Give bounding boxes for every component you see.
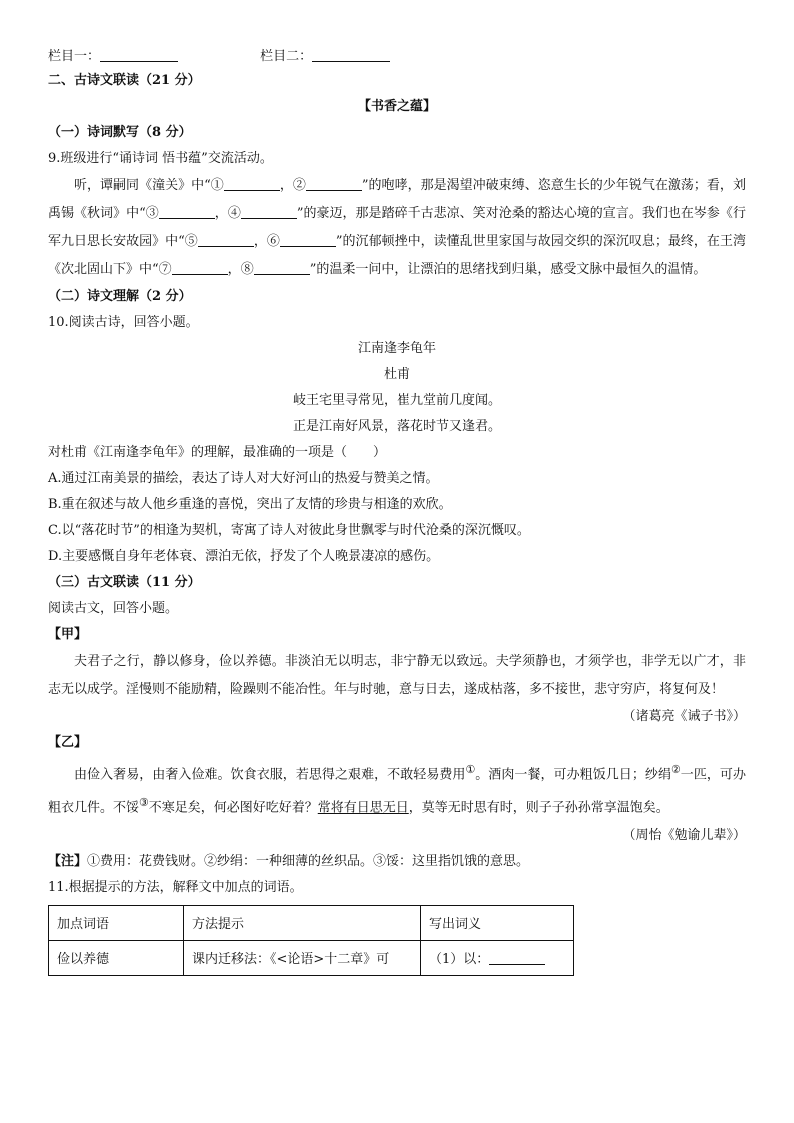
poem-line-1: 岐王宅里寻常见，崔九堂前几度闻。	[292, 393, 501, 408]
blank-4[interactable]	[241, 204, 297, 219]
table-header-cell: 加点词语	[49, 905, 184, 940]
text-yi-source: （周怡《勉谕儿辈》）	[622, 827, 746, 843]
text-jia-label: 【甲】	[48, 627, 88, 642]
text-yi-label: 【乙】	[48, 735, 88, 750]
option-d[interactable]: D.主要感慨自身年老体衰、漂泊无依，抒发了个人晚景凄凉的感伤。	[48, 549, 440, 564]
section-title: 二、古诗文联读（21 分）	[48, 73, 201, 88]
question-9-stem: 9.班级进行“诵诗词 悟书蕴”交流活动。	[48, 151, 273, 166]
blank-7[interactable]	[172, 260, 228, 275]
part-one-title: （一）诗词默写（8 分）	[48, 125, 192, 140]
table-header-cell: 写出词义	[421, 905, 574, 940]
column-two: 栏目二：	[260, 46, 390, 68]
table-row	[49, 940, 574, 975]
text-jia-passage: 夫君子之行，静以修身，俭以养德。非淡泊无以明志，非宁静无以致远。夫学须静也，才须学也，非学无以广才，非志无以成学。淫慢则不能励精，险躁则不能冶性。年与时驰，意与日去，遂成枯落，多不接世，悲守穷庐，将复何及！	[48, 654, 746, 697]
option-c[interactable]: C.以“落花时节”的相逢为契机，寄寓了诗人对彼此身世飘零与时代沧桑的深沉慨叹。	[48, 523, 530, 538]
column-header-row	[48, 46, 746, 68]
blank-5[interactable]	[198, 232, 254, 247]
table-cell: 课内迁移法：《<论语>十二章》可	[184, 940, 421, 975]
blank-2[interactable]	[306, 176, 362, 191]
blank-1[interactable]	[224, 176, 280, 191]
blank-3[interactable]	[159, 204, 215, 219]
option-a[interactable]: A.通过江南美景的描绘，表达了诗人对大好河山的热爱与赞美之情。	[48, 471, 439, 486]
blank-6[interactable]	[280, 232, 336, 247]
theme-title: 【书香之蕴】	[357, 99, 436, 114]
vocabulary-table	[48, 905, 574, 976]
poem-title: 江南逢李龟年	[357, 341, 436, 356]
table-cell: 俭以养德	[49, 940, 184, 975]
part-two-title: （二）诗文理解（2 分）	[48, 289, 192, 304]
part-three-instruction: 阅读古文，回答小题。	[48, 601, 179, 616]
poem-author: 杜甫	[383, 367, 410, 382]
blank-8[interactable]	[254, 260, 310, 275]
text-yi-passage: 由俭入奢易，由奢入俭难。饮食衣服，若思得之艰难，不敢轻易费用①。酒肉一餐，可办粗饭几日；纱绢②一匹，可办粗衣几件。不馁③不寒足矣，何必图好吃好着？常将有日思无日，莫等无时思有时，则子子孙孙常享温饱矣。	[48, 763, 746, 816]
question-11-stem: 11.根据提示的方法，解释文中加点的词语。	[48, 879, 303, 895]
part-three-title: （三）古文联读（11 分）	[48, 575, 201, 590]
question-10-stem: 10.阅读古诗，回答小题。	[48, 315, 199, 330]
answer-blank[interactable]	[489, 950, 545, 965]
table-header-row	[49, 905, 574, 940]
column-one-blank[interactable]	[100, 47, 178, 62]
column-two-blank[interactable]	[312, 47, 390, 62]
question-10-prompt: 对杜甫《江南逢李龟年》的理解，最准确的一项是（ ）	[48, 445, 387, 460]
column-one: 栏目一：	[48, 46, 178, 68]
question-9-passage: 听，谭嗣同《潼关》中“① ，② ”的咆哮，那是渴望冲破束缚、恣意生长的少年锐气在激荡；看，刘禹锡《秋词》中“③ ，④ ”的豪迈，那是踏碎千古悲凉、笑对沧桑的豁达心境的宣言。我们也在岑参《行军九日思长安故园》中“⑤ ，⑥ ”的沉郁顿挫中，读懂乱世里家国与故园交织的深沉叹息；最终，在王湾《次北固山下》中“⑦ ，⑧ ”的温柔一问中，让漂泊的思绪找到归巢，感受文脉中最恒久的温情。	[48, 178, 746, 277]
poem-line-2: 正是江南好风景，落花时节又逢君。	[292, 419, 501, 434]
footnotes: 【注】①费用：花费钱财。②纱绢：一种细薄的丝织品。③馁：这里指饥饿的意思。	[48, 853, 530, 869]
text-jia-source: （诸葛亮《诫子书》）	[622, 709, 746, 724]
table-cell: （1）以：	[421, 940, 574, 975]
table-header-cell: 方法提示	[184, 905, 421, 940]
option-b[interactable]: B.重在叙述与故人他乡重逢的喜悦，突出了友情的珍贵与相逢的欢欣。	[48, 497, 452, 512]
underlined-sentence: 常将有日思无日	[317, 800, 409, 816]
